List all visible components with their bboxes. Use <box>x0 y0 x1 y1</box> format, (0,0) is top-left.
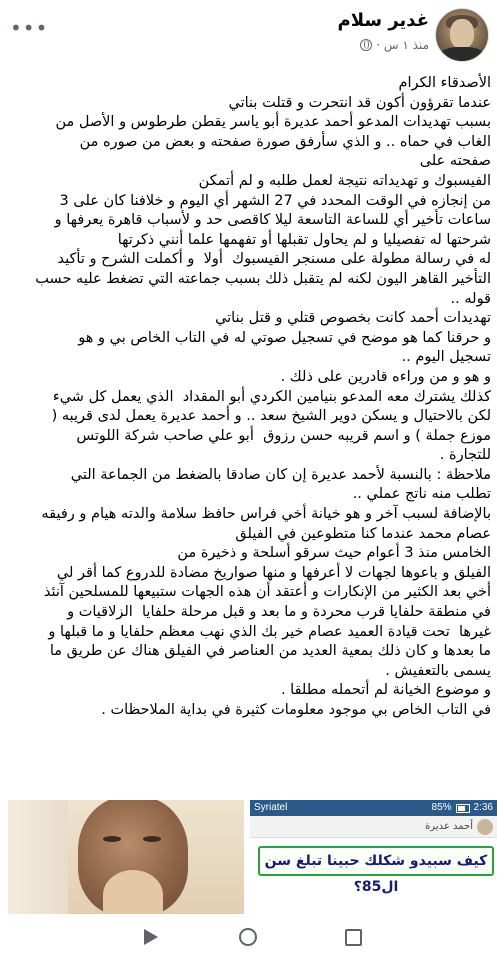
author-name[interactable]: غدير سلام <box>337 10 429 31</box>
post-line: عصام محمد عندما كنا متطوعين في الفيلق <box>235 525 491 542</box>
carrier-label: Syriatel <box>254 802 288 813</box>
battery-percent: 85% <box>431 802 452 813</box>
post-line: صفحته على <box>419 153 491 170</box>
post-line: لكن بالاحتيال و يسكن دوير الشيخ سعد .. و أحمد عديرة يعمل لدى قريبه ( <box>51 408 491 425</box>
post-line: تهديدات أحمد كانت بخصوص قتلي و قتل بناتي <box>215 310 491 327</box>
post-line: له في رسالة مطولة على مسنجر الفيسبوك أولا و أكملت الشرح و تأكيد <box>57 251 491 268</box>
avatar-shirt <box>440 47 484 62</box>
post-line: للتجارة . <box>439 447 491 464</box>
post-line: من إنجازه في الوقت المحدد في 27 الشهر أي اليوم و خلافنا كان على 3 <box>59 192 491 209</box>
phone-clock: 2:36 <box>473 802 493 813</box>
back-triangle-icon[interactable] <box>140 926 162 948</box>
chat-avatar <box>477 819 493 835</box>
post-line: ما بعدها و كان ذلك بمعية العديد من العناصر في الفيلق هناك عن طريق ما <box>49 643 491 660</box>
post-line: الفيسبوك و تهديداته نتيجة لعمل طلبه و لم أتمكن <box>198 172 491 189</box>
battery-icon <box>456 804 470 813</box>
avatar[interactable] <box>435 8 489 62</box>
post-line: بالإضافة لسبب آخر و هو خيانة أخي فراس حافظ سلامة والدته هيام و رفيقه <box>41 506 491 523</box>
post-line: و حرقنا كما هو موضح في تسجيل صوتي له في التاب الخاص بي و هو <box>78 329 491 346</box>
more-options-icon[interactable]: ••• <box>10 16 49 40</box>
post-line: الفيلق و باعوها لجهات لا أعرفها و منها صواريخ مضادة للدروع كما أقر لي <box>56 564 491 581</box>
post-line: الأصدقاء الكرام <box>398 75 491 91</box>
post-line: في التاب الخاص بي موجود معلومات كثيرة في بداية الملاحظات . <box>101 702 491 718</box>
post-line: و هو و من وراءه قادرين على ذلك . <box>280 368 491 385</box>
highlighted-message: كيف سبيدو شكلك حبينا تبلغ سن ال85؟ <box>258 846 494 876</box>
chat-header: أحمد عديرة <box>250 816 497 838</box>
post-line: ساعات تأخير أي للساعة التاسعة ليلا كاقصى حد و لأسباب قاهرة يعرفها و <box>54 212 491 229</box>
post-line: التأخير القاهر اليون لكنه لم يتقبل ذلك بسبب جماعته التي تضغط عليه حسب <box>35 270 491 287</box>
post-line: الخامس منذ 3 أعوام حيث سرقو أسلحة و ذخيرة من <box>177 545 491 562</box>
post-line: عندما تقرؤون أكون قد انتحرت و قتلت بناتي <box>228 94 491 111</box>
chat-screenshot-photo[interactable] <box>250 800 497 914</box>
photo-background <box>8 800 68 914</box>
post-photos <box>0 800 497 914</box>
post-time: منذ ١ س · <box>376 38 429 52</box>
status-right <box>432 800 493 816</box>
eye-left <box>103 836 121 842</box>
post-line: في منطقة حلفايا قرب محردة و ما بعد و قبل مرحلة حلفايا الزلاقيات و <box>67 604 491 621</box>
avatar-face <box>450 19 474 49</box>
recents-square-icon[interactable] <box>342 926 364 948</box>
post-line: قوله .. <box>450 290 491 307</box>
post-line: تسجيل اليوم .. <box>401 349 491 366</box>
eye-right <box>143 836 161 842</box>
post-line: كذلك يشترك معه المدعو بنيامين الكردي أبو المقداد الذي يعمل كل شيء <box>52 388 491 405</box>
post-line: و موضوع الخيانة لم أتحمله مطلقا . <box>280 682 491 699</box>
post-line: بسبب تهديدات المدعو أحمد عديرة أبو ياسر يقطن طرطوس و الأصل من <box>55 114 491 131</box>
home-circle-icon[interactable] <box>237 926 259 948</box>
post-line: يسمى بالتعفيش . <box>385 662 491 679</box>
post-body <box>6 74 491 721</box>
globe-icon <box>360 39 372 51</box>
post-header <box>0 0 497 72</box>
post-line: الغاب في حماه .. و الذي سأرفق صورة صفحته و بعض من صوره من <box>79 133 491 150</box>
post-line: شرحتها له تفصيليا و لم يحاول تقبلها أو تفهمها علما أنني ذكرتها <box>117 231 491 248</box>
post-line: تطلب منه ناتج عملي .. <box>352 486 491 503</box>
post-line: أخي بعد الكثير من الإنكارات و أعتقد أن هذه الجهات ستبيعها للمسلحين آنئذ <box>43 584 491 601</box>
phone-status-bar <box>250 800 497 816</box>
post-line: غيرها تحت قيادة العميد عصام خير بك الذي نهب معظم حلفايا و ما قبلها و <box>48 623 491 640</box>
post-line: موزع جملة ) و اسم قريبه حسن رزوق أبو علي صاحب شركة اللوتس <box>76 427 491 444</box>
android-nav-bar <box>0 914 497 960</box>
person-photo[interactable] <box>8 800 244 914</box>
hand-shape <box>103 870 163 914</box>
post-meta <box>360 38 429 52</box>
post-line: ملاحظة : بالنسبة لأحمد عديرة إن كان صادقا بالضغط من الجماعة التي <box>70 466 491 483</box>
